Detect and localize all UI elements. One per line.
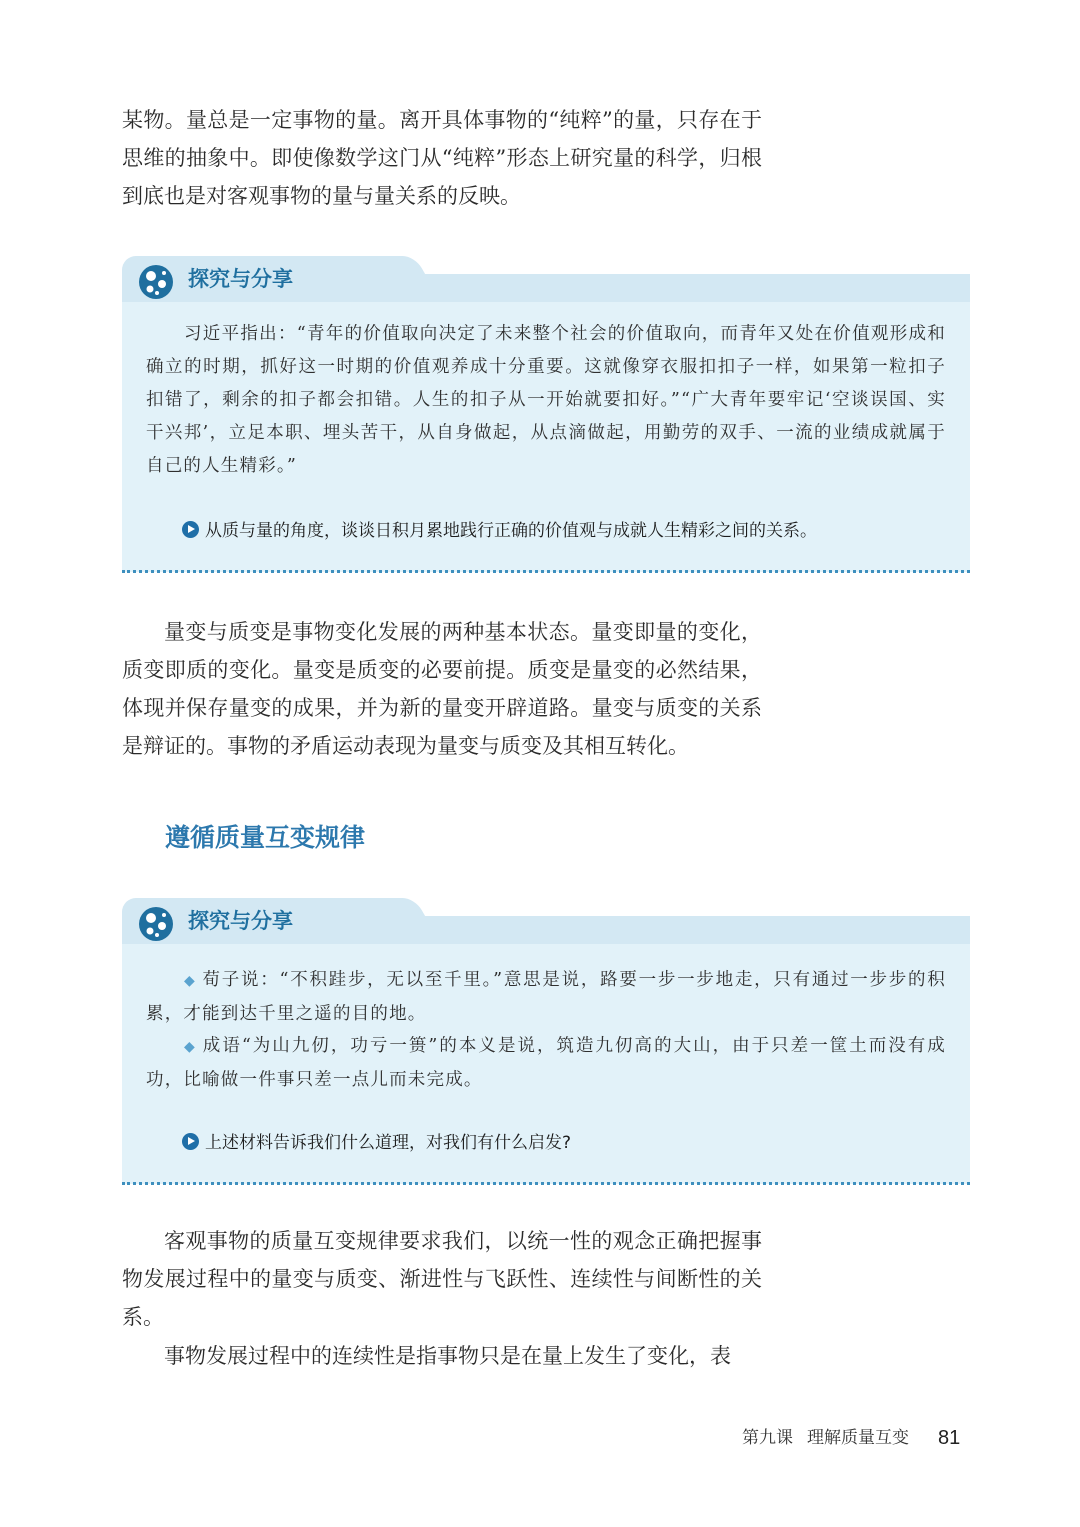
page-footer bbox=[742, 1424, 923, 1452]
molecule-icon bbox=[138, 264, 174, 300]
box-quote: 习近平指出：“青年的价值取向决定了未来整个社会的价值取向，而青年又处在价值观形成和确立的时期，抓好这一时期的价值观养成十分重要。这就像穿衣服扣扣子一样，如果第一粒扣子扣错了，剩余的扣子都会扣错。人生的扣子从一开始就要扣好。”“广大青年要牢记‘空谈误国、实干兴邦’，立足本职、埋头苦干，从自身做起，从点滴做起，用勤劳的双手、一流的业绩成就属于自己的人生精彩。” bbox=[146, 324, 946, 476]
explore-share-box-1 bbox=[122, 256, 970, 576]
box-item-2: ◆ 成语“为山九仞，功亏一篑”的本义是说，筑造九仞高的大山，由于只差一筐土而没有成功，比喻做一件事只差一点儿而未完成。 bbox=[146, 1036, 946, 1090]
box-question-text: 上述材料告诉我们什么道理，对我们有什么启发? bbox=[205, 1133, 572, 1153]
page-number: 81 bbox=[938, 1427, 961, 1449]
intro-paragraph: 某物。量总是一定事物的量。离开具体事物的“纯粹”的量，只存在于思维的抽象中。即使像数学这门从“纯粹”形态上研究量的科学，归根到底也是对客观事物的量与量关系的反映。 bbox=[122, 108, 762, 208]
diamond-bullet-icon: ◆ bbox=[184, 973, 197, 989]
play-arrow-icon bbox=[182, 521, 199, 538]
box-question bbox=[182, 518, 817, 544]
middle-paragraph: 量变与质变是事物变化发展的两种基本状态。量变即量的变化，质变即质的变化。量变是质变的必要前提。质变是量变的必然结果，体现并保存量变的成果，并为新的量变开辟道路。量变与质变的关系是辩证的。事物的矛盾运动表现为量变与质变及其相互转化。 bbox=[122, 620, 762, 758]
box-question-text: 从质与量的角度，谈谈日积月累地践行正确的价值观与成就人生精彩之间的关系。 bbox=[205, 521, 817, 541]
dotted-divider bbox=[122, 570, 970, 573]
box-title: 探究与分享 bbox=[188, 909, 293, 933]
diamond-bullet-icon: ◆ bbox=[184, 1039, 197, 1055]
explore-share-box-2 bbox=[122, 898, 970, 1188]
dotted-divider bbox=[122, 1182, 970, 1185]
closing-paragraph-1: 客观事物的质量互变规律要求我们，以统一性的观念正确把握事物发展过程中的量变与质变、渐进性与飞跃性、连续性与间断性的关系。 bbox=[122, 1229, 762, 1329]
molecule-icon bbox=[138, 906, 174, 942]
footer-lesson: 第九课 bbox=[742, 1428, 793, 1448]
section-heading: 遵循质量互变规律 bbox=[165, 823, 366, 852]
footer-lesson-title: 理解质量互变 bbox=[807, 1428, 909, 1448]
play-arrow-icon bbox=[182, 1133, 199, 1150]
box-question bbox=[182, 1130, 571, 1156]
box-item-1: ◆ 荀子说：“不积跬步，无以至千里。”意思是说，路要一步一步地走，只有通过一步步的积累，才能到达千里之遥的目的地。 bbox=[146, 970, 946, 1024]
closing-paragraph-2: 事物发展过程中的连续性是指事物只是在量上发生了变化，表 bbox=[164, 1344, 731, 1368]
box-title: 探究与分享 bbox=[188, 267, 293, 291]
